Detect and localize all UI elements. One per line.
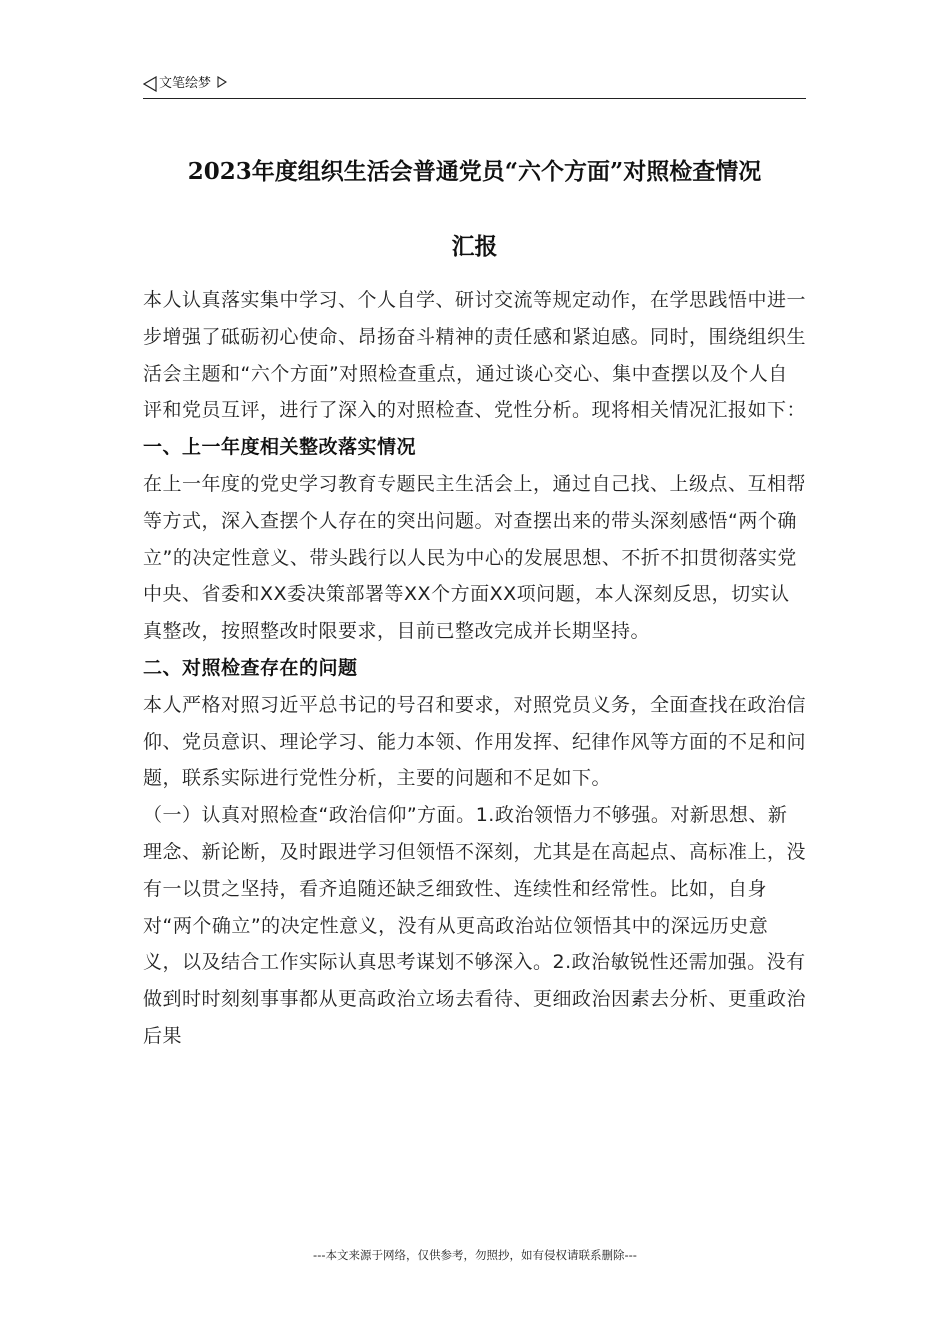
page-header xyxy=(143,74,806,99)
page-footer-notice: ---本文来源于网络，仅供参考，勿照抄，如有侵权请联系删除--- xyxy=(313,1248,637,1262)
paragraph-section2-intro: 本人严格对照习近平总书记的号召和要求，对照党员义务，全面查找在政治信仰、党员意识、理论学习、能力本领、作用发挥、纪律作风等方面的不足和问题，联系实际进行党性分析，主要的问题和不足如下。 xyxy=(143,693,807,790)
header-brand: 文笔绘梦 xyxy=(159,76,212,91)
triangle-left-icon xyxy=(143,76,157,92)
triangle-right-icon xyxy=(217,76,227,88)
section-heading-2: 二、对照检查存在的问题 xyxy=(143,656,358,679)
document-title-line2: 汇报 xyxy=(451,233,498,260)
document-body xyxy=(143,282,806,1055)
paragraph-political-belief: （一）认真对照检查“政治信仰”方面。1.政治领悟力不够强。对新思想、新理念、新论断，及时跟进学习但领悟不深刻，尤其是在高起点、高标准上，没有一以贯之坚持，看齐追随还缺乏细致性、连续性和经常性。比如，自身对“两个确立”的决定性意义，没有从更高政治站位领悟其中的深远历史意义，以及结合工作实际认真思考谋划不够深入。2.政治敏锐性还需加强。没有做到时时刻刻事事都从更高政治立场去看待、更细政治因素去分析、更重政治后果 xyxy=(143,804,807,1047)
paragraph-intro: 本人认真落实集中学习、个人自学、研讨交流等规定动作，在学思践悟中进一步增强了砥砺初心使命、昂扬奋斗精神的责任感和紧迫感。同时，围绕组织生活会主题和“六个方面”对照检查重点，通过谈心交心、集中查摆以及个人自评和党员互评，进行了深入的对照检查、党性分析。现将相关情况汇报如下： xyxy=(143,289,807,422)
section-heading-1: 一、上一年度相关整改落实情况 xyxy=(143,436,417,459)
paragraph-section1: 在上一年度的党史学习教育专题民主生活会上，通过自己找、上级点、互相帮等方式，深入查摆个人存在的突出问题。对查摆出来的带头深刻感悟“两个确立”的决定性意义、带头践行以人民为中心的发展思想、不折不扣贯彻落实党中央、省委和XX委决策部署等XX个方面XX项问题，本人深刻反思，切实认真整改，按照整改时限要求，目前已整改完成并长期坚持。 xyxy=(143,472,807,643)
document-title-line1: 2023年度组织生活会普通党员“六个方面”对照检查情况 xyxy=(187,158,762,185)
